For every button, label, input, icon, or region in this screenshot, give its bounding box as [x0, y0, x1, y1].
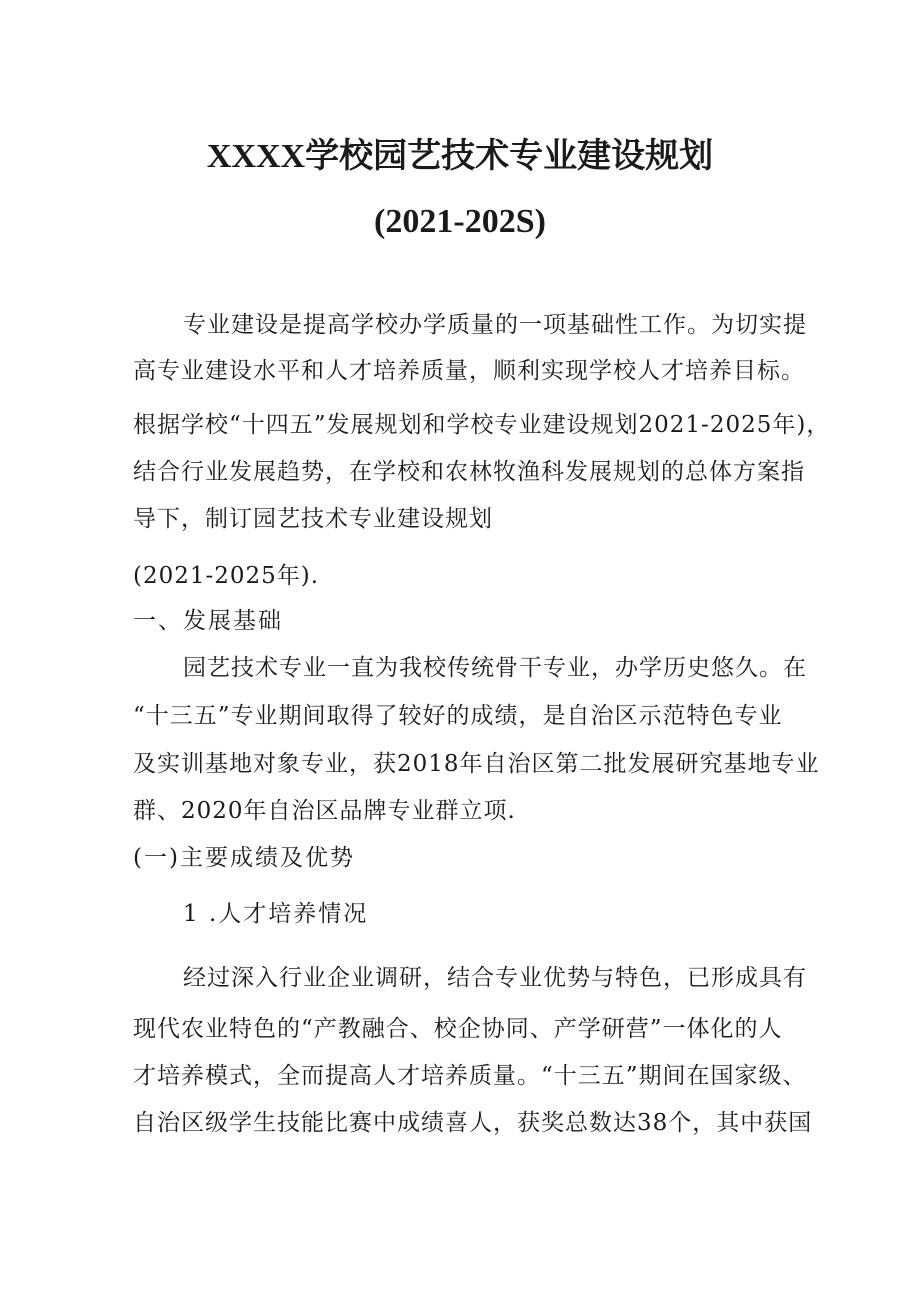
paragraph-training-line-2: 现代农业特色的“产教融合、校企协同、产学研营”一体化的人	[133, 1016, 783, 1042]
paragraph-basis-line-3: 及实训基地对象专业，获2018年自治区第二批发展研究基地专业	[133, 751, 820, 777]
document-subtitle: (2021-202S)	[374, 203, 546, 240]
subsection-heading-talent-training: 1 .人才培养情况	[183, 901, 369, 927]
paragraph-training-line-1: 经过深入行业企业调研，结合专业优势与特色，已形成具有	[183, 965, 807, 991]
paragraph-basis-line-2: “十三五”专业期间取得了较好的成绩，是自治区示范特色专业	[133, 703, 783, 729]
paragraph-intro-line-4: 结合行业发展趋势，在学校和农林牧渔科发展规划的总体方案指	[133, 459, 805, 485]
paragraph-intro-line-2: 高专业建设水平和人才培养质量，顺利实现学校人才培养目标。	[133, 358, 805, 384]
subsection-heading-achievements: (一)主要成绩及优势	[133, 845, 355, 871]
paragraph-training-line-4: 自治区级学生技能比赛中成绩喜人，获奖总数达38个，其中获国	[133, 1110, 813, 1136]
paragraph-intro-line-6: (2021-2025年).	[133, 563, 320, 589]
paragraph-basis-line-1: 园艺技术专业一直为我校传统骨干专业，办学历史悠久。在	[183, 655, 807, 681]
paragraph-intro-line-5: 导下，制订园艺技术专业建设规划	[133, 506, 493, 532]
paragraph-intro-line-3: 根据学校“十四五”发展规划和学校专业建设规划2021-2025年)，	[133, 412, 831, 438]
section-heading-development-basis: 一、发展基础	[133, 608, 283, 634]
paragraph-basis-line-4: 群、2020年自治区品牌专业群立项.	[133, 798, 516, 824]
paragraph-training-line-3: 才培养模式，全而提高人才培养质量。“十三五”期间在国家级、	[133, 1063, 807, 1089]
paragraph-intro-line-1: 专业建设是提高学校办学质量的一项基础性工作。为切实提	[183, 312, 807, 338]
document-title: XXXX学校园艺技术专业建设规划	[206, 138, 714, 175]
